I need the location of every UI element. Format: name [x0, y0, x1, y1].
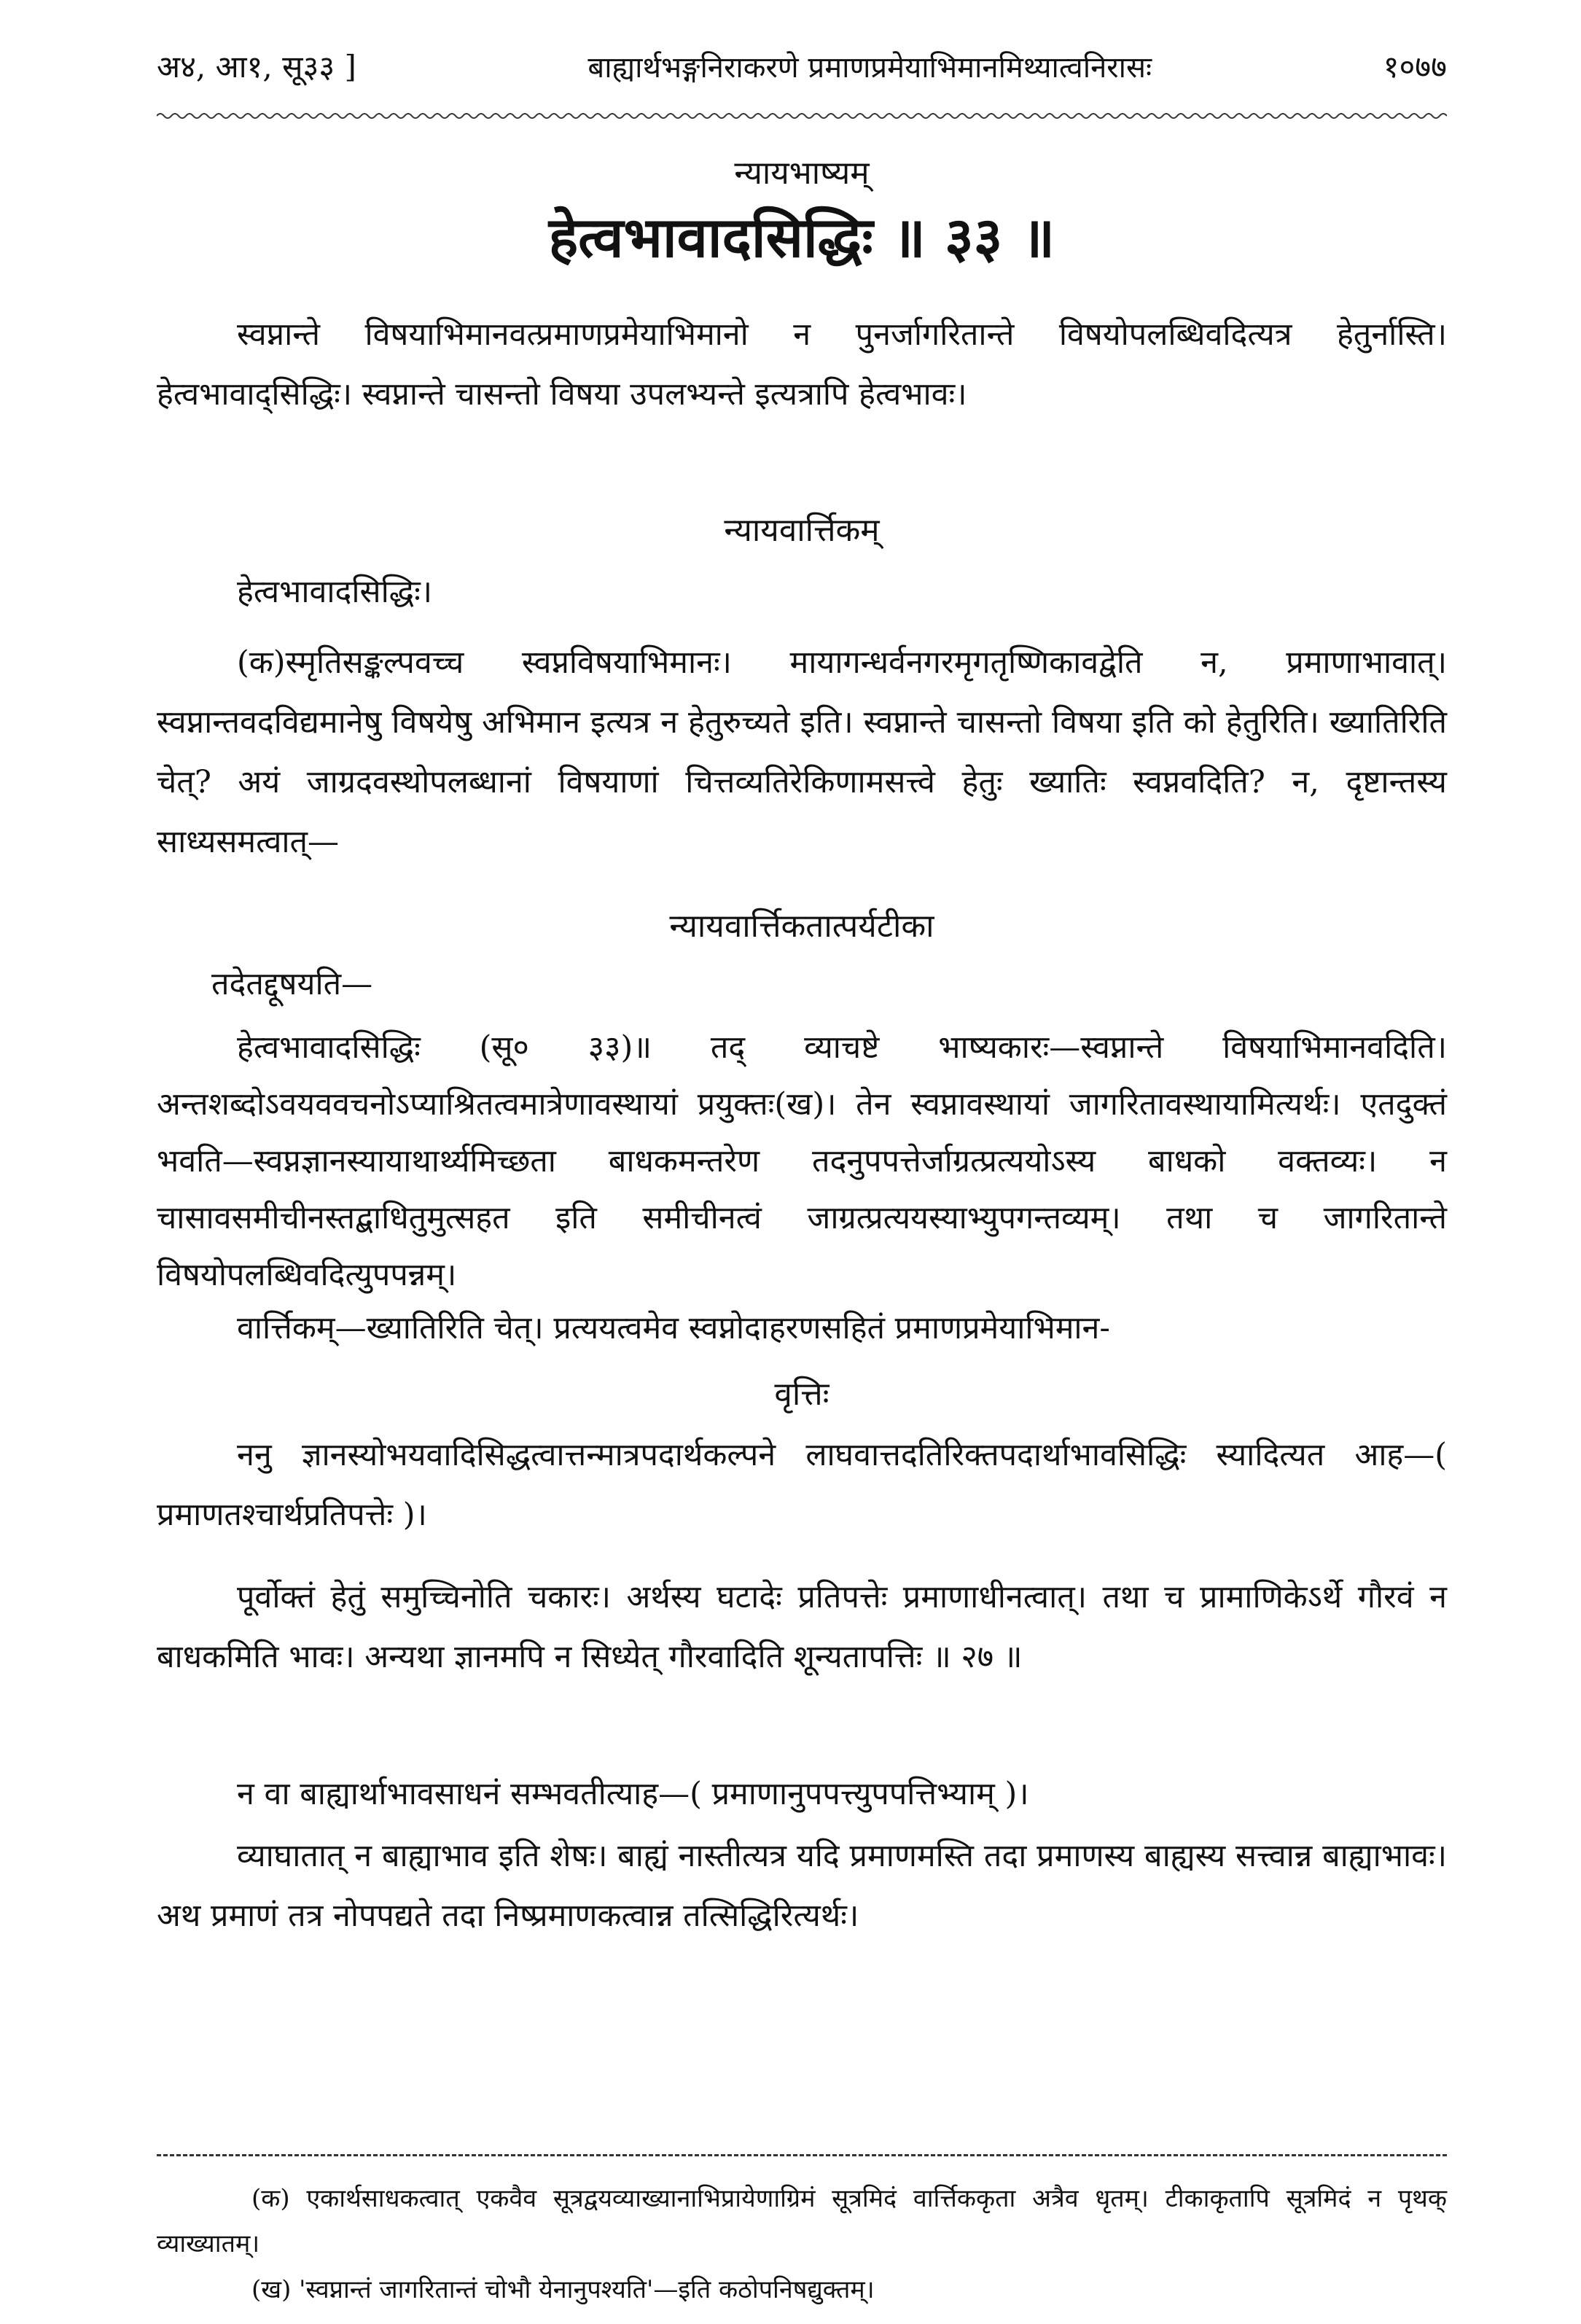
footnote-kha: (ख) 'स्वप्नान्तं जागरितान्तं चोभौ येनानुपश्यति'—इति कठोपनिषद्युक्तम्।	[251, 2275, 875, 2304]
tika-heading: न्यायवार्त्तिकतात्पर्यटीका	[669, 908, 934, 945]
header-reference: अ४, आ१, सू३३ ]	[157, 49, 356, 85]
sutra-title: हेत्वभावादसिद्धिः ॥ ३३ ॥	[548, 205, 1055, 270]
tika-lead: तदेतद्दूषयति—	[211, 966, 373, 1002]
vritti-para-1: ननु ज्ञानस्योभयवादिसिद्धत्वात्तन्मात्रपदार्थकल्पने लाघवात्तदतिरिक्तपदार्थाभावसिद्धिः स्यादित्यत आह—( प्रमाणतश्चार्थप्रतिपत्तेः )।	[157, 1437, 1447, 1533]
vritti-para-2: पूर्वोक्तं हेतुं समुच्चिनोति चकारः। अर्थस्य घटादेः प्रतिपत्तेः प्रमाणाधीनत्वात्। तथा च प्रामाणिकेऽर्थे गौरवं न बाधकमिति भावः। अन्यथा ज्ञानमपि न सिध्येत् गौरवादिति शून्यतापत्तिः ॥ २७ ॥	[157, 1579, 1447, 1675]
tika-text: हेत्वभावादसिद्धिः (सू० ३३)॥ तद् व्याचष्टे भाष्यकारः—स्वप्नान्ते विषयाभिमानवदिति। अन्तशब्दोऽवयववचनोऽप्याश्रितत्वमात्रेणावस्थायां प्रयुक्तः(ख)। तेन स्वप्नावस्थायां जागरितावस्थायामित्यर्थः। एतदुक्तं भवति—स्वप्नज्ञानस्यायाथार्थ्यमिच्छता बाधकमन्तरेण तदनुपपत्तेर्जाग्रत्प्रत्ययोऽस्य बाधको वक्तव्यः। न चासावसमीचीनस्तद्बाधितुमुत्सहत इति समीचीनत्वं जाग्रत्प्रत्ययस्याभ्युपगन्तव्यम्। तथा च जागरितान्ते विषयोपलब्धिवदित्युपपन्नम्।	[157, 1029, 1447, 1293]
vritti-para-3: न वा बाह्यार्थाभावसाधनं सम्भवतीत्याह—( प्रमाणानुपपत्त्युपपत्तिभ्याम् )।	[237, 1776, 1029, 1812]
vritti-para-4: व्याघातात् न बाह्याभाव इति शेषः। बाह्यं नास्तीत्यत्र यदि प्रमाणमस्ति तदा प्रमाणस्य बाह्यस्य सत्त्वान्न बाह्याभावः। अथ प्रमाणं तत्र नोपपद्यते तदा निष्प्रमाणकत्वान्न तत्सिद्धिरित्यर्थः।	[157, 1838, 1447, 1934]
running-header	[157, 45, 1447, 96]
footnote-rule	[157, 2154, 1447, 2156]
vartika-heading: न्यायवार्त्तिकम्	[724, 512, 880, 549]
header-title: बाह्यार्थभङ्गनिराकरणे प्रमाणप्रमेयाभिमानमिथ्यात्वनिरासः	[587, 51, 1152, 85]
bhashya-text: स्वप्नान्ते विषयाभिमानवत्प्रमाणप्रमेयाभिमानो न पुनर्जागरितान्ते विषयोपलब्धिवदित्यत्र हेतुर्नास्ति। हेत्वभावाद्सिद्धिः। स्वप्नान्ते चासन्तो विषया उपलभ्यन्ते इत्यत्रापि हेत्वभावः।	[157, 316, 1447, 413]
page-number: १०७७	[1383, 49, 1447, 85]
tika-vartika-line: वार्त्तिकम्—ख्यातिरिति चेत्। प्रत्ययत्वमेव स्वप्नोदाहरणसहितं प्रमाणप्रमेयाभिमान-	[237, 1310, 1110, 1346]
header-wavy-rule	[157, 111, 1447, 121]
vartika-text: (क)स्मृतिसङ्कल्पवच्च स्वप्नविषयाभिमानः। मायागन्धर्वनगरमृगतृष्णिकावद्वेति न, प्रमाणाभावात्। स्वप्नान्तवदविद्यमानेषु विषयेषु अभिमान इत्यत्र न हेतुरुच्यते इति। स्वप्नान्ते चासन्तो विषया इति को हेतुरिति। ख्यातिरिति चेत्? अयं जाग्रदवस्थोपलब्धानां विषयाणां चित्तव्यतिरेकिणामसत्त्वे हेतुः ख्यातिः स्वप्नवदिति? न, दृष्टान्तस्य साध्यसमत्वात्—	[157, 644, 1447, 860]
footnote-ka: (क) एकार्थसाधकत्वात् एकवैव सूत्रद्वयव्याख्यानाभिप्रायेणाग्रिमं सूत्रमिदं वार्त्तिककृता अत्रैव धृतम्। टीकाकृतापि सूत्रमिदं न पृथक् व्याख्यातम्।	[157, 2184, 1447, 2258]
bhashya-heading: न्यायभाष्यम्	[734, 155, 870, 192]
vartika-sutra-line: हेत्वभावादसिद्धिः।	[237, 574, 433, 610]
vritti-heading: वृत्तिः	[774, 1376, 829, 1413]
